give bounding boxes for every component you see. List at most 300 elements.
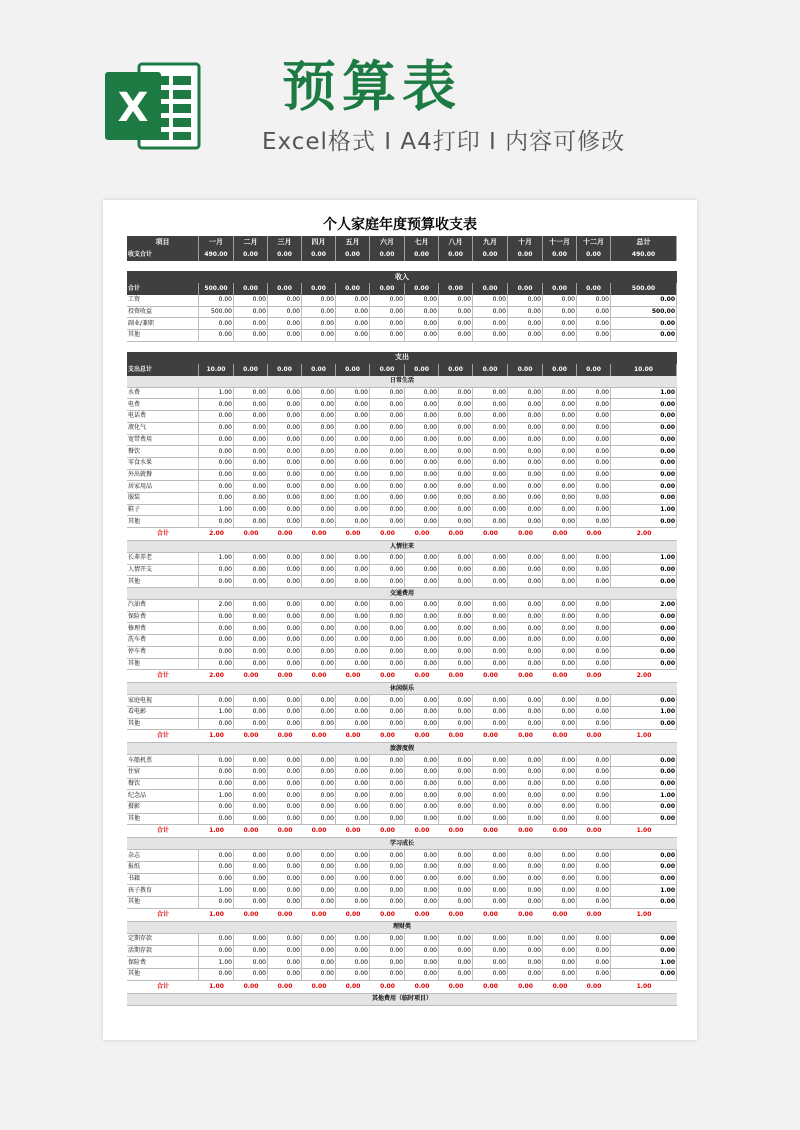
- row-label[interactable]: 人情开支: [127, 565, 199, 576]
- month-cell[interactable]: 0.00: [473, 802, 508, 813]
- total-cell[interactable]: 0.00: [611, 814, 677, 825]
- month-cell[interactable]: 0.00: [405, 850, 439, 861]
- month-cell[interactable]: 0.00: [543, 435, 577, 446]
- month-cell[interactable]: 0.00: [199, 719, 234, 730]
- month-cell[interactable]: 0.00: [473, 283, 508, 295]
- total-cell[interactable]: 1.00: [636, 827, 652, 835]
- total-cell[interactable]: 0.00: [611, 647, 677, 658]
- total-cell[interactable]: 500.00: [611, 307, 677, 318]
- month-cell[interactable]: 0.00: [543, 885, 577, 896]
- month-cell[interactable]: 0.00: [543, 957, 577, 968]
- month-cell[interactable]: 0.00: [370, 647, 405, 658]
- total-cell[interactable]: 0.00: [611, 755, 677, 766]
- row-label[interactable]: 住宿: [127, 767, 199, 778]
- month-cell[interactable]: 0.00: [439, 600, 473, 611]
- month-cell[interactable]: 0.00: [302, 446, 336, 457]
- row-label[interactable]: 合计: [156, 732, 169, 740]
- month-cell[interactable]: 0.00: [473, 423, 508, 434]
- month-cell[interactable]: 1.00: [199, 790, 234, 801]
- total-cell[interactable]: 1.00: [636, 910, 652, 918]
- month-cell[interactable]: 0.00: [448, 672, 464, 680]
- month-cell[interactable]: 0.00: [199, 612, 234, 623]
- month-cell[interactable]: 0.00: [234, 755, 268, 766]
- month-cell[interactable]: 0.00: [508, 435, 543, 446]
- month-cell[interactable]: 0.00: [439, 576, 473, 587]
- month-cell[interactable]: 0.00: [199, 647, 234, 658]
- month-cell[interactable]: 0.00: [405, 493, 439, 504]
- month-cell[interactable]: 0.00: [473, 307, 508, 318]
- month-cell[interactable]: 0.00: [577, 470, 611, 481]
- total-cell[interactable]: 2.00: [636, 672, 652, 680]
- month-cell[interactable]: 0.00: [302, 719, 336, 730]
- month-cell[interactable]: 0.00: [370, 885, 405, 896]
- month-cell[interactable]: 0.00: [302, 647, 336, 658]
- month-cell[interactable]: 0.00: [473, 435, 508, 446]
- month-cell[interactable]: 0.00: [577, 850, 611, 861]
- month-cell[interactable]: 0.00: [405, 695, 439, 706]
- row-label[interactable]: 保险费: [127, 612, 199, 623]
- month-cell[interactable]: 0.00: [336, 364, 370, 376]
- month-cell[interactable]: 0.00: [586, 910, 602, 918]
- month-cell[interactable]: 0.00: [234, 411, 268, 422]
- month-cell[interactable]: 0.00: [234, 505, 268, 516]
- row-label[interactable]: 其他: [127, 897, 199, 908]
- month-cell[interactable]: 0.00: [508, 850, 543, 861]
- month-cell[interactable]: 0.00: [552, 732, 568, 740]
- month-cell[interactable]: 0.00: [268, 411, 302, 422]
- month-cell[interactable]: 0.00: [268, 481, 302, 492]
- row-label[interactable]: 电话费: [127, 411, 199, 422]
- month-cell[interactable]: 0.00: [302, 790, 336, 801]
- month-cell[interactable]: 2.00: [199, 600, 234, 611]
- month-cell[interactable]: 0.00: [473, 946, 508, 957]
- month-cell[interactable]: 0.00: [268, 423, 302, 434]
- month-cell[interactable]: 0.00: [234, 635, 268, 646]
- month-cell[interactable]: 0.00: [439, 885, 473, 896]
- month-cell[interactable]: 0.00: [473, 249, 508, 261]
- month-cell[interactable]: 0.00: [302, 814, 336, 825]
- month-cell[interactable]: 0.00: [577, 814, 611, 825]
- month-cell[interactable]: 0.00: [473, 576, 508, 587]
- month-cell[interactable]: 0.00: [405, 897, 439, 908]
- month-cell[interactable]: 0.00: [543, 553, 577, 564]
- month-cell[interactable]: 0.00: [268, 946, 302, 957]
- category-label[interactable]: 日常生活: [389, 377, 414, 385]
- month-cell[interactable]: 0.00: [268, 934, 302, 945]
- month-cell[interactable]: 0.00: [405, 862, 439, 873]
- month-cell[interactable]: 0.00: [577, 318, 611, 329]
- month-cell[interactable]: 0.00: [473, 885, 508, 896]
- row-label[interactable]: 杂志: [127, 850, 199, 861]
- month-cell[interactable]: 0.00: [336, 623, 370, 634]
- month-cell[interactable]: 0.00: [508, 934, 543, 945]
- month-cell[interactable]: 0.00: [483, 982, 498, 990]
- month-cell[interactable]: 0.00: [473, 647, 508, 658]
- month-cell[interactable]: 0.00: [234, 493, 268, 504]
- month-cell[interactable]: 0.00: [234, 802, 268, 813]
- month-cell[interactable]: 0.00: [439, 623, 473, 634]
- month-cell[interactable]: 0.00: [577, 647, 611, 658]
- row-label[interactable]: 书籍: [127, 874, 199, 885]
- month-cell[interactable]: 0.00: [370, 790, 405, 801]
- month-cell[interactable]: 0.00: [508, 446, 543, 457]
- total-cell[interactable]: 0.00: [611, 423, 677, 434]
- month-cell[interactable]: 0.00: [370, 330, 405, 341]
- month-cell[interactable]: 0.00: [370, 946, 405, 957]
- month-cell[interactable]: 0.00: [199, 423, 234, 434]
- month-cell[interactable]: 0.00: [577, 802, 611, 813]
- month-cell[interactable]: 0.00: [277, 910, 293, 918]
- month-cell[interactable]: 0.00: [234, 481, 268, 492]
- month-cell[interactable]: 0.00: [543, 695, 577, 706]
- month-cell[interactable]: 0.00: [268, 957, 302, 968]
- month-cell[interactable]: 0.00: [439, 470, 473, 481]
- month-cell[interactable]: 0.00: [234, 779, 268, 790]
- month-cell[interactable]: 0.00: [508, 719, 543, 730]
- month-cell[interactable]: 0.00: [473, 957, 508, 968]
- month-cell[interactable]: 0.00: [543, 623, 577, 634]
- month-cell[interactable]: 0.00: [543, 576, 577, 587]
- month-cell[interactable]: 0.00: [199, 934, 234, 945]
- month-cell[interactable]: 0.00: [518, 672, 533, 680]
- month-cell[interactable]: 0.00: [577, 600, 611, 611]
- month-cell[interactable]: 0.00: [370, 481, 405, 492]
- month-cell[interactable]: 0.00: [439, 767, 473, 778]
- month-cell[interactable]: 0.00: [302, 435, 336, 446]
- month-cell[interactable]: 0.00: [543, 458, 577, 469]
- month-cell[interactable]: 0.00: [302, 493, 336, 504]
- month-cell[interactable]: 0.00: [577, 695, 611, 706]
- month-cell[interactable]: 0.00: [508, 399, 543, 410]
- month-cell[interactable]: 0.00: [508, 957, 543, 968]
- month-cell[interactable]: 0.00: [577, 874, 611, 885]
- total-cell[interactable]: 0.00: [611, 295, 677, 306]
- month-cell[interactable]: 0.00: [473, 934, 508, 945]
- month-cell[interactable]: 0.00: [268, 850, 302, 861]
- month-cell[interactable]: 0.00: [439, 565, 473, 576]
- month-cell[interactable]: 0.00: [302, 957, 336, 968]
- month-cell[interactable]: 0.00: [439, 399, 473, 410]
- month-cell[interactable]: 0.00: [405, 767, 439, 778]
- total-cell[interactable]: 0.00: [611, 411, 677, 422]
- row-label[interactable]: 鞋子: [127, 505, 199, 516]
- month-cell[interactable]: 0.00: [302, 399, 336, 410]
- month-cell[interactable]: 0.00: [508, 802, 543, 813]
- month-cell[interactable]: 0.00: [439, 946, 473, 957]
- month-cell[interactable]: 0.00: [543, 481, 577, 492]
- month-cell[interactable]: 0.00: [302, 946, 336, 957]
- month-cell[interactable]: 0.00: [586, 732, 602, 740]
- month-cell[interactable]: 0.00: [336, 635, 370, 646]
- month-cell[interactable]: 0.00: [345, 982, 361, 990]
- month-cell[interactable]: 0.00: [473, 850, 508, 861]
- month-cell[interactable]: 0.00: [268, 862, 302, 873]
- month-cell[interactable]: 0.00: [414, 530, 430, 537]
- month-cell[interactable]: 0.00: [234, 295, 268, 306]
- total-cell[interactable]: 1.00: [611, 505, 677, 516]
- month-cell[interactable]: 0.00: [302, 576, 336, 587]
- month-cell[interactable]: 0.00: [277, 732, 293, 740]
- month-cell[interactable]: 0.00: [336, 307, 370, 318]
- month-cell[interactable]: 0.00: [473, 695, 508, 706]
- month-cell[interactable]: 0.00: [370, 446, 405, 457]
- month-cell[interactable]: 0.00: [268, 318, 302, 329]
- month-cell[interactable]: 0.00: [586, 982, 602, 990]
- column-header[interactable]: 项目: [127, 236, 199, 249]
- month-cell[interactable]: 0.00: [405, 411, 439, 422]
- month-cell[interactable]: 0.00: [234, 659, 268, 670]
- month-cell[interactable]: 0.00: [234, 850, 268, 861]
- month-cell[interactable]: 0.00: [577, 330, 611, 341]
- month-cell[interactable]: 0.00: [234, 957, 268, 968]
- month-cell[interactable]: 0.00: [543, 850, 577, 861]
- month-cell[interactable]: 0.00: [268, 553, 302, 564]
- month-cell[interactable]: 0.00: [405, 814, 439, 825]
- month-cell[interactable]: 0.00: [234, 695, 268, 706]
- month-cell[interactable]: 0.00: [234, 874, 268, 885]
- month-cell[interactable]: 0.00: [543, 283, 577, 295]
- month-cell[interactable]: 0.00: [302, 612, 336, 623]
- month-cell[interactable]: 0.00: [508, 364, 543, 376]
- month-cell[interactable]: 0.00: [473, 897, 508, 908]
- month-cell[interactable]: 0.00: [577, 307, 611, 318]
- month-cell[interactable]: 1.00: [209, 910, 224, 918]
- month-cell[interactable]: 0.00: [336, 885, 370, 896]
- month-cell[interactable]: 0.00: [473, 295, 508, 306]
- month-cell[interactable]: 0.00: [268, 458, 302, 469]
- month-cell[interactable]: 0.00: [268, 707, 302, 718]
- month-cell[interactable]: 0.00: [508, 897, 543, 908]
- month-cell[interactable]: 0.00: [199, 635, 234, 646]
- month-cell[interactable]: 0.00: [234, 516, 268, 527]
- month-cell[interactable]: 0.00: [508, 707, 543, 718]
- month-cell[interactable]: 0.00: [405, 779, 439, 790]
- month-cell[interactable]: 0.00: [439, 850, 473, 861]
- total-cell[interactable]: 0.00: [611, 850, 677, 861]
- month-cell[interactable]: 0.00: [543, 330, 577, 341]
- month-cell[interactable]: 0.00: [577, 553, 611, 564]
- row-label[interactable]: 摄影: [127, 802, 199, 813]
- total-cell[interactable]: 0.00: [611, 612, 677, 623]
- month-cell[interactable]: 0.00: [199, 516, 234, 527]
- month-cell[interactable]: 0.00: [405, 318, 439, 329]
- column-header[interactable]: 八月: [439, 236, 473, 249]
- month-cell[interactable]: 0.00: [336, 862, 370, 873]
- month-cell[interactable]: 0.00: [518, 827, 533, 835]
- month-cell[interactable]: 0.00: [234, 862, 268, 873]
- month-cell[interactable]: 0.00: [380, 672, 395, 680]
- month-cell[interactable]: 0.00: [199, 493, 234, 504]
- month-cell[interactable]: 0.00: [473, 318, 508, 329]
- month-cell[interactable]: 0.00: [268, 364, 302, 376]
- month-cell[interactable]: 0.00: [268, 612, 302, 623]
- month-cell[interactable]: 0.00: [577, 249, 611, 261]
- month-cell[interactable]: 0.00: [577, 934, 611, 945]
- month-cell[interactable]: 0.00: [439, 755, 473, 766]
- month-cell[interactable]: 0.00: [302, 553, 336, 564]
- row-label[interactable]: 投资收益: [127, 307, 199, 318]
- total-cell[interactable]: 1.00: [611, 957, 677, 968]
- month-cell[interactable]: 0.00: [234, 790, 268, 801]
- month-cell[interactable]: 0.00: [543, 635, 577, 646]
- month-cell[interactable]: 0.00: [414, 910, 430, 918]
- month-cell[interactable]: 0.00: [268, 719, 302, 730]
- month-cell[interactable]: 0.00: [543, 874, 577, 885]
- month-cell[interactable]: 0.00: [302, 481, 336, 492]
- month-cell[interactable]: 1.00: [199, 505, 234, 516]
- month-cell[interactable]: 0.00: [370, 576, 405, 587]
- month-cell[interactable]: 0.00: [577, 364, 611, 376]
- month-cell[interactable]: 0.00: [345, 910, 361, 918]
- month-cell[interactable]: 0.00: [199, 814, 234, 825]
- month-cell[interactable]: 0.00: [405, 755, 439, 766]
- month-cell[interactable]: 0.00: [473, 767, 508, 778]
- month-cell[interactable]: 0.00: [543, 755, 577, 766]
- month-cell[interactable]: 0.00: [370, 470, 405, 481]
- total-cell[interactable]: 0.00: [611, 659, 677, 670]
- row-label[interactable]: 合计: [156, 827, 169, 835]
- total-cell[interactable]: 1.00: [611, 553, 677, 564]
- month-cell[interactable]: 0.00: [268, 659, 302, 670]
- month-cell[interactable]: 0.00: [439, 719, 473, 730]
- month-cell[interactable]: 0.00: [268, 897, 302, 908]
- month-cell[interactable]: 0.00: [508, 330, 543, 341]
- month-cell[interactable]: 0.00: [543, 969, 577, 980]
- month-cell[interactable]: 0.00: [439, 458, 473, 469]
- month-cell[interactable]: 0.00: [370, 897, 405, 908]
- month-cell[interactable]: 0.00: [199, 435, 234, 446]
- month-cell[interactable]: 0.00: [543, 470, 577, 481]
- total-cell[interactable]: 0.00: [611, 399, 677, 410]
- month-cell[interactable]: 0.00: [577, 623, 611, 634]
- month-cell[interactable]: 0.00: [199, 411, 234, 422]
- month-cell[interactable]: 0.00: [508, 249, 543, 261]
- month-cell[interactable]: 0.00: [199, 446, 234, 457]
- month-cell[interactable]: 0.00: [473, 814, 508, 825]
- month-cell[interactable]: 0.00: [302, 659, 336, 670]
- month-cell[interactable]: 0.00: [370, 318, 405, 329]
- month-cell[interactable]: 0.00: [336, 283, 370, 295]
- month-cell[interactable]: 0.00: [405, 364, 439, 376]
- month-cell[interactable]: 2.00: [209, 672, 224, 680]
- month-cell[interactable]: 0.00: [302, 874, 336, 885]
- row-label[interactable]: 其他: [127, 814, 199, 825]
- row-label[interactable]: 宽带费用: [127, 435, 199, 446]
- total-cell[interactable]: 1.00: [611, 790, 677, 801]
- month-cell[interactable]: 0.00: [336, 516, 370, 527]
- month-cell[interactable]: 0.00: [311, 732, 327, 740]
- month-cell[interactable]: 0.00: [483, 672, 498, 680]
- month-cell[interactable]: 0.00: [577, 388, 611, 399]
- month-cell[interactable]: 0.00: [302, 897, 336, 908]
- month-cell[interactable]: 1.00: [199, 553, 234, 564]
- month-cell[interactable]: 0.00: [405, 283, 439, 295]
- month-cell[interactable]: 0.00: [336, 897, 370, 908]
- month-cell[interactable]: 0.00: [473, 969, 508, 980]
- month-cell[interactable]: 0.00: [473, 779, 508, 790]
- month-cell[interactable]: 0.00: [199, 767, 234, 778]
- month-cell[interactable]: 0.00: [448, 732, 464, 740]
- month-cell[interactable]: 0.00: [508, 612, 543, 623]
- month-cell[interactable]: 0.00: [234, 707, 268, 718]
- month-cell[interactable]: 0.00: [370, 516, 405, 527]
- month-cell[interactable]: 0.00: [380, 982, 395, 990]
- month-cell[interactable]: 0.00: [577, 767, 611, 778]
- column-header[interactable]: 总计: [611, 236, 677, 249]
- month-cell[interactable]: 0.00: [508, 635, 543, 646]
- month-cell[interactable]: 0.00: [543, 946, 577, 957]
- month-cell[interactable]: 0.00: [234, 647, 268, 658]
- month-cell[interactable]: 0.00: [370, 493, 405, 504]
- month-cell[interactable]: 0.00: [336, 399, 370, 410]
- month-cell[interactable]: 0.00: [268, 516, 302, 527]
- month-cell[interactable]: 0.00: [302, 802, 336, 813]
- month-cell[interactable]: 0.00: [508, 470, 543, 481]
- month-cell[interactable]: 0.00: [543, 565, 577, 576]
- month-cell[interactable]: 0.00: [543, 318, 577, 329]
- month-cell[interactable]: 0.00: [311, 827, 327, 835]
- month-cell[interactable]: 0.00: [370, 458, 405, 469]
- month-cell[interactable]: 0.00: [370, 399, 405, 410]
- row-label[interactable]: 其他: [127, 659, 199, 670]
- row-label[interactable]: 合计: [156, 672, 169, 680]
- total-cell[interactable]: 0.00: [611, 435, 677, 446]
- month-cell[interactable]: 0.00: [336, 647, 370, 658]
- month-cell[interactable]: 0.00: [302, 411, 336, 422]
- month-cell[interactable]: 0.00: [405, 388, 439, 399]
- month-cell[interactable]: 0.00: [268, 695, 302, 706]
- month-cell[interactable]: 0.00: [405, 481, 439, 492]
- month-cell[interactable]: 0.00: [336, 969, 370, 980]
- month-cell[interactable]: 0.00: [243, 732, 259, 740]
- month-cell[interactable]: 0.00: [405, 719, 439, 730]
- month-cell[interactable]: 0.00: [586, 827, 602, 835]
- month-cell[interactable]: 0.00: [577, 446, 611, 457]
- month-cell[interactable]: 0.00: [370, 862, 405, 873]
- month-cell[interactable]: 0.00: [234, 565, 268, 576]
- month-cell[interactable]: 0.00: [234, 458, 268, 469]
- month-cell[interactable]: 0.00: [473, 565, 508, 576]
- month-cell[interactable]: 0.00: [199, 318, 234, 329]
- row-label[interactable]: 合计: [127, 283, 199, 295]
- month-cell[interactable]: 0.00: [577, 790, 611, 801]
- month-cell[interactable]: 0.00: [268, 295, 302, 306]
- month-cell[interactable]: 0.00: [508, 767, 543, 778]
- month-cell[interactable]: 0.00: [234, 388, 268, 399]
- month-cell[interactable]: 0.00: [234, 364, 268, 376]
- month-cell[interactable]: 0.00: [199, 330, 234, 341]
- total-cell[interactable]: 1.00: [636, 982, 652, 990]
- month-cell[interactable]: 2.00: [209, 530, 224, 537]
- row-label[interactable]: 孩子教育: [127, 885, 199, 896]
- total-cell[interactable]: 0.00: [611, 635, 677, 646]
- month-cell[interactable]: 0.00: [473, 411, 508, 422]
- month-cell[interactable]: 0.00: [336, 493, 370, 504]
- total-cell[interactable]: 0.00: [611, 695, 677, 706]
- month-cell[interactable]: 0.00: [577, 481, 611, 492]
- month-cell[interactable]: 0.00: [439, 897, 473, 908]
- month-cell[interactable]: 0.00: [543, 647, 577, 658]
- month-cell[interactable]: 0.00: [199, 946, 234, 957]
- month-cell[interactable]: 0.00: [336, 850, 370, 861]
- column-header[interactable]: 一月: [199, 236, 234, 249]
- month-cell[interactable]: 0.00: [543, 516, 577, 527]
- month-cell[interactable]: 0.00: [508, 647, 543, 658]
- month-cell[interactable]: 0.00: [336, 505, 370, 516]
- month-cell[interactable]: 0.00: [586, 530, 602, 537]
- row-label[interactable]: 修理费: [127, 623, 199, 634]
- month-cell[interactable]: 0.00: [199, 399, 234, 410]
